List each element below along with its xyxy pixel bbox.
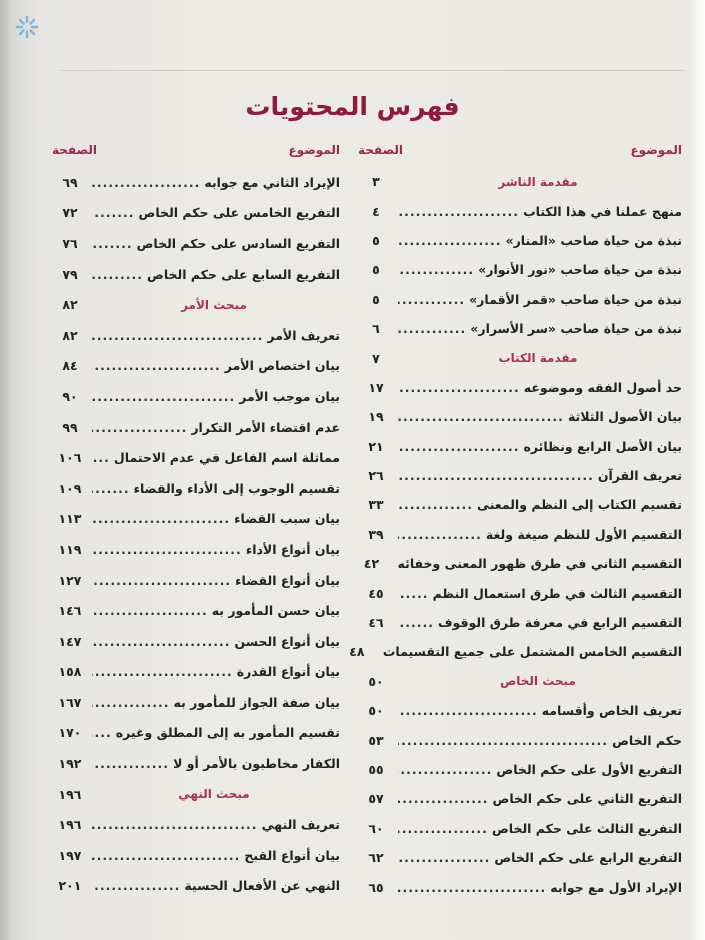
page-number: ٩٠ (62, 388, 78, 404)
toc-entry (52, 595, 340, 626)
dot-leader (92, 725, 112, 740)
dot-leader (398, 439, 520, 454)
dot-leader (398, 321, 466, 336)
toc-entry (52, 167, 340, 198)
entry-title: نبذة من حياة صاحب «سر الأسرار» (470, 321, 682, 337)
dot-leader (398, 850, 490, 865)
page-number: ٢٦ (368, 468, 384, 484)
entry-title: بيان صفة الجواز للمأمور به (173, 694, 340, 710)
toc-entry (52, 718, 340, 749)
page-number: ٥٠ (368, 673, 384, 689)
page-number: ٧ (372, 350, 380, 366)
dot-leader (92, 389, 235, 404)
page-number: ٤٢ (363, 556, 380, 572)
page-number: ١٩٦ (58, 817, 82, 833)
entry-title: التفريع الأول على حكم الخاص (496, 762, 682, 777)
page-number: ٨٤ (62, 358, 78, 374)
entry-title: تقسيم الوجوب إلى الأداء والقضاء (133, 480, 340, 496)
entry-title: بيان الأصل الرابع ونظائره (523, 438, 682, 454)
toc-entry (52, 504, 340, 535)
page-number: ٢٠١ (58, 878, 82, 894)
dot-leader (398, 880, 546, 895)
entry-title: بيان سبب القضاء (234, 511, 340, 527)
entry-title: تقسيم الكتاب إلى النظم والمعنى (477, 497, 682, 513)
toc-entry (358, 255, 682, 284)
toc-entry (358, 285, 682, 314)
toc-entry (358, 549, 682, 578)
page-number: ٧٩ (62, 266, 78, 282)
entry-title: التقسيم الثاني في طرق ظهور المعنى وخفائه (397, 556, 682, 572)
toc-entry (358, 432, 682, 461)
toc-section-heading (358, 343, 682, 372)
dot-leader (398, 204, 519, 219)
dot-leader (398, 586, 429, 601)
page-number: ١٧ (368, 379, 384, 395)
toc-entry (358, 373, 682, 402)
dot-leader (92, 848, 240, 863)
page-number: ٣٩ (368, 526, 384, 542)
page-number: ٧٦ (62, 235, 78, 251)
toc-entry (52, 228, 340, 259)
toc-section-heading (52, 779, 340, 810)
page-number: ٥ (372, 291, 380, 307)
toc-entry (52, 259, 340, 290)
toc-entry (358, 520, 682, 549)
page-number: ١٧٠ (58, 725, 82, 741)
toc-entry (52, 565, 340, 596)
entry-title: نبذة من حياة صاحب «المنار» (505, 232, 682, 248)
column-header (358, 143, 682, 167)
entry-title: مقدمة الناشر (498, 174, 578, 189)
dot-leader (398, 703, 538, 718)
page-number: ٤٥ (368, 585, 384, 601)
toc-column-right (349, 143, 682, 902)
page-number: ٤٨ (349, 644, 365, 660)
page-number: ١٤٧ (58, 633, 82, 649)
dot-leader (92, 695, 170, 710)
subject-label: الموضوع (630, 143, 682, 157)
page-number: ٥٣ (368, 732, 384, 748)
dot-leader (398, 292, 465, 307)
page-number: ١٩٢ (58, 756, 82, 772)
entry-title: بيان أنواع القضاء (235, 572, 340, 588)
page-number: ١٠٦ (58, 450, 82, 466)
toc-entry (358, 784, 682, 813)
entry-title: تقسيم المأمور به إلى المطلق وغيره (115, 725, 340, 741)
entry-title: منهج عملنا في هذا الكتاب (523, 203, 682, 219)
page-number: ١٦٧ (58, 694, 82, 710)
toc-entry (358, 578, 682, 607)
page-number: ٥ (372, 262, 380, 278)
page-number: ٢١ (368, 438, 384, 454)
toc-entry (358, 314, 682, 343)
toc-entry (358, 872, 682, 901)
toc-entry (358, 725, 682, 754)
page-label: الصفحة (52, 143, 98, 157)
page-number: ١٠٩ (58, 480, 82, 496)
dot-leader (398, 262, 474, 277)
entry-title: التفريع السابع على حكم الخاص (147, 266, 340, 282)
entry-title: التفريع الخامس على حكم الخاص (138, 205, 340, 221)
entry-title: بيان أنواع القبح (244, 847, 340, 863)
dot-leader (92, 756, 169, 771)
entry-title: تعريف الخاص وأقسامه (541, 703, 682, 719)
page-number: ١١٩ (58, 541, 82, 557)
loading-spinner-icon (15, 15, 39, 39)
entry-title: بيان موجب الأمر (239, 388, 340, 404)
entry-title: تعريف النهي (261, 817, 340, 833)
entry-title: بيان أنواع الحسن (234, 633, 340, 649)
toc-entry (52, 351, 340, 382)
toc-entry (358, 226, 682, 255)
toc-entry (52, 381, 340, 412)
page-number: ٥٠ (368, 703, 384, 719)
page-title: فهرس المحتويات (245, 92, 460, 121)
dot-leader (398, 527, 482, 542)
header-rule (60, 70, 685, 71)
entry-title: التفريع الرابع على حكم الخاص (494, 850, 682, 866)
toc-entry (358, 843, 682, 872)
entry-title: بيان حسن المأمور به (211, 603, 340, 619)
dot-leader (398, 615, 434, 630)
entry-title: مماثلة اسم الفاعل في عدم الاحتمال (113, 450, 340, 466)
dot-leader (92, 450, 110, 465)
page-number: ٤٦ (368, 615, 384, 631)
toc-entry (358, 608, 682, 637)
page-number: ١٢٧ (58, 572, 82, 588)
toc-entry (52, 320, 340, 351)
entry-title: تعريف القرآن (597, 468, 682, 484)
column-header (52, 143, 340, 167)
dot-leader (92, 236, 133, 251)
dot-leader (92, 603, 208, 618)
entry-title: بيان الأصول الثلاثة (567, 409, 682, 425)
entry-title: بيان أنواع القدرة (236, 664, 340, 680)
dot-leader (92, 328, 263, 343)
toc-entry (52, 871, 340, 902)
entry-title: التفريع الثاني على حكم الخاص (492, 791, 682, 807)
page-number: ٦٢ (368, 850, 384, 866)
dot-leader (398, 380, 520, 395)
dot-leader (398, 409, 564, 424)
page-number: ٦ (372, 321, 380, 337)
dot-leader (92, 175, 200, 190)
page-number: ٦٥ (368, 879, 384, 895)
page-number: ٥ (372, 232, 380, 248)
toc-entry (358, 814, 682, 843)
page-number: ١٥٨ (58, 664, 82, 680)
page-number: ١٩٧ (58, 847, 82, 863)
entry-title: التفريع الثالث على حكم الخاص (491, 820, 682, 836)
entry-title: عدم اقتضاء الأمر التكرار (191, 419, 340, 435)
dot-leader (92, 267, 143, 282)
entry-title: التقسيم الثالث في طرق استعمال النظم (432, 585, 682, 601)
toc-entry (52, 687, 340, 718)
page-number: ٨٢ (62, 297, 78, 313)
dot-leader (398, 791, 489, 806)
page-number: ٧٢ (62, 205, 78, 221)
dot-leader (398, 733, 608, 748)
toc-entry (52, 198, 340, 229)
dot-leader (398, 821, 488, 836)
entry-title: النهي عن الأفعال الحسية (184, 878, 340, 894)
page-number: ٣ (372, 174, 380, 190)
dot-leader (92, 481, 130, 496)
entry-title: مبحث الخاص (500, 674, 576, 689)
page-number: ٦٩ (62, 174, 78, 190)
toc-section-heading (358, 167, 682, 196)
dot-leader (92, 542, 242, 557)
page-number: ١٤٦ (58, 603, 82, 619)
entry-title: الكفار مخاطبون بالأمر أو لا (173, 756, 340, 772)
entry-title: التفريع السادس على حكم الخاص (136, 235, 340, 251)
toc-entry (52, 473, 340, 504)
dot-leader (92, 878, 180, 893)
page-number: ٨٢ (62, 327, 78, 343)
page-number: ١١٣ (58, 511, 82, 527)
entry-title: مبحث النهي (178, 787, 250, 802)
toc-entry (52, 534, 340, 565)
toc-entry (52, 809, 340, 840)
entry-title: التقسيم الخامس المشتمل على جميع التقسيمات (382, 644, 682, 660)
dot-leader (398, 497, 473, 512)
toc-section-heading (358, 667, 682, 696)
toc-entry (358, 196, 682, 225)
dot-leader (92, 205, 135, 220)
dot-leader (92, 511, 230, 526)
dot-leader (92, 664, 233, 679)
entry-title: حكم الخاص (612, 732, 682, 748)
entry-title: تعريف الأمر (267, 327, 340, 343)
page-number: ٤ (372, 203, 380, 219)
dot-leader (92, 420, 187, 435)
entry-title: الإيراد الثاني مع جوابه (204, 174, 340, 190)
toc-entry (349, 637, 682, 666)
toc-entry (358, 402, 682, 431)
dot-leader (398, 233, 502, 248)
page-number: ٥٧ (368, 791, 384, 807)
toc-section-heading (52, 289, 340, 320)
toc-entry (358, 696, 682, 725)
toc-entry (52, 626, 340, 657)
entry-title: نبذة من حياة صاحب «قمر الأقمار» (469, 291, 682, 307)
entry-title: بيان اختصاص الأمر (224, 358, 340, 374)
toc-entry (358, 461, 682, 490)
toc-entry (358, 755, 682, 784)
page-number: ١٩ (368, 409, 384, 425)
page-number: ٣٣ (368, 497, 384, 513)
entry-title: حد أصول الفقه وموضوعه (523, 379, 682, 395)
dot-leader (398, 468, 594, 483)
entry-title: التقسيم الأول للنظم صيغة ولغة (485, 526, 682, 542)
toc-entry (52, 657, 340, 688)
toc-entry (358, 490, 682, 519)
entry-title: بيان أنواع الأداء (245, 541, 340, 557)
entry-title: التقسيم الرابع في معرفة طرق الوقوف (438, 615, 682, 631)
toc-column-left (52, 143, 340, 901)
dot-leader (92, 817, 258, 832)
entry-title: نبذة من حياة صاحب «نور الأنوار» (478, 262, 682, 278)
entry-title: الإيراد الأول مع جوابه (550, 879, 682, 895)
page-number: ٥٥ (368, 762, 384, 777)
toc-entry (52, 840, 340, 871)
page-number: ٦٠ (368, 820, 384, 836)
subject-label: الموضوع (288, 143, 340, 157)
dot-leader (92, 573, 231, 588)
entry-title: مبحث الأمر (181, 297, 247, 312)
dot-leader (398, 762, 492, 777)
dot-leader (92, 358, 221, 373)
entry-title: مقدمة الكتاب (498, 351, 578, 366)
toc-entry (52, 748, 340, 779)
dot-leader (92, 634, 231, 649)
toc-entry (52, 442, 340, 473)
page-number: ١٩٦ (58, 786, 82, 802)
page-number: ٩٩ (62, 419, 78, 435)
toc-entry (52, 412, 340, 443)
page-label: الصفحة (358, 143, 404, 157)
